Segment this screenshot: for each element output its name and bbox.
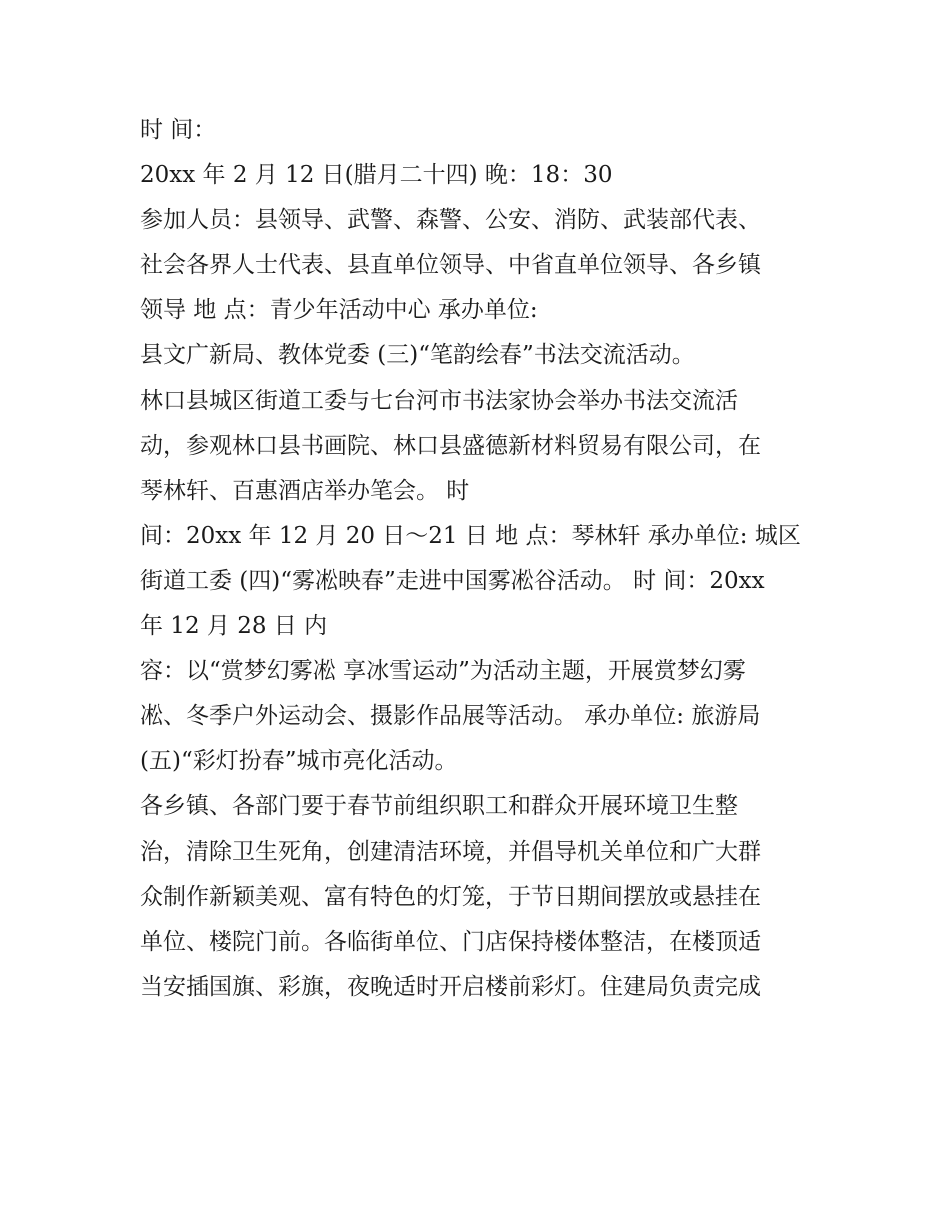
text-line: 20xx 年 2 月 12 日(腊月二十四) 晚：18：30 <box>140 162 613 189</box>
text-line: 众制作新颖美观、富有特色的灯笼，于节日期间摆放或悬挂在 <box>140 883 761 910</box>
text-line: 参加人员：县领导、武警、森警、公安、消防、武装部代表、 <box>140 207 761 234</box>
text-line: 领导 地 点：青少年活动中心 承办单位: <box>140 297 538 324</box>
text-line: 各乡镇、各部门要于春节前组织职工和群众开展环境卫生整 <box>140 793 738 820</box>
text-line: 年 12 月 28 日 内 <box>140 613 328 640</box>
text-line: 单位、楼院门前。各临街单位、门店保持楼体整洁，在楼顶适 <box>140 928 761 955</box>
text-line: 治，清除卫生死角，创建清洁环境，并倡导机关单位和广大群 <box>140 838 761 865</box>
text-line: 时 间： <box>140 117 217 143</box>
text-line: 间：20xx 年 12 月 20 日～21 日 地 点：琴林轩 承办单位: 城区 <box>140 522 801 549</box>
text-line: 林口县城区街道工委与七台河市书法家协会举办书法交流活 <box>140 387 738 414</box>
text-line: 容：以“赏梦幻雾凇 享冰雪运动”为活动主题，开展赏梦幻雾 <box>140 658 746 685</box>
text-line: 琴林轩、百惠酒店举办笔会。 时 <box>140 477 470 504</box>
text-line: 街道工委 (四)“雾凇映春”走进中国雾凇谷活动。 时 间：20xx <box>140 567 765 594</box>
text-line: 县文广新局、教体党委 (三)“笔韵绘春”书法交流活动。 <box>140 342 695 369</box>
text-line: 凇、冬季户外运动会、摄影作品展等活动。 承办单位: 旅游局 <box>140 703 761 730</box>
document-body <box>140 108 820 1010</box>
text-line: (五)“彩灯扮春”城市亮化活动。 <box>140 748 458 775</box>
text-line: 社会各界人士代表、县直单位领导、中省直单位领导、各乡镇 <box>140 252 761 279</box>
text-line: 当安插国旗、彩旗，夜晚适时开启楼前彩灯。住建局负责完成 <box>140 973 761 1000</box>
text-line: 动，参观林口县书画院、林口县盛德新材料贸易有限公司，在 <box>140 432 761 459</box>
